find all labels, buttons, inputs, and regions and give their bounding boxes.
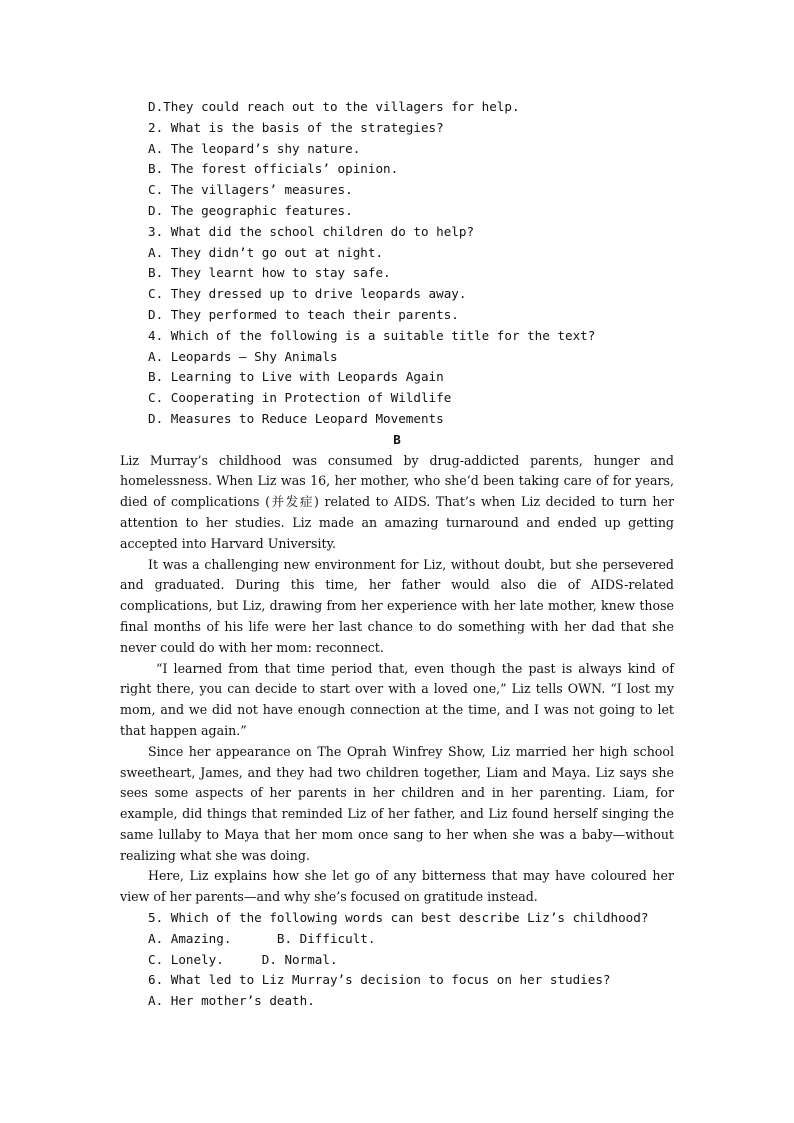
passage-paragraph-5: Here, Liz explains how she let go of any bitterness that may have coloured her view of her parents—and why she’s focused on gratitude instead. xyxy=(120,868,674,905)
q3-option-d: D. They performed to teach their parents. xyxy=(148,306,459,322)
q2-option-d: D. The geographic features. xyxy=(148,202,353,218)
q3-option-b: B. They learnt how to stay safe. xyxy=(148,265,391,281)
q4-option-d: D. Measures to Reduce Leopard Movements xyxy=(148,410,444,426)
q3-question: 3. What did the school children do to help? xyxy=(148,223,475,239)
q5-options-cd: C. Lonely. D. Normal. xyxy=(148,951,338,967)
q2-option-a: A. The leopard’s shy nature. xyxy=(148,140,361,156)
q2-option-c: C. The villagers’ measures. xyxy=(148,182,353,198)
q4-option-a: A. Leopards — Shy Animals xyxy=(148,348,338,364)
q4-question: 4. Which of the following is a suitable title for the text? xyxy=(148,327,596,343)
q5-options-ab: A. Amazing. B. Difficult. xyxy=(148,930,376,946)
passage-paragraph-4: Since her appearance on The Oprah Winfrey Show, Liz married her high school sweetheart, James, and they had two children together, Liam and Maya. Liz says she sees some aspects of her parents in her children and in her parenting. Liam, for example, did things that reminded Liz of her father, and Liz found herself singing the same lullaby to Maya that her mom once sang to her when she was a baby—without realizing what she was doing. xyxy=(120,743,674,863)
q1-option-d: D.They could reach out to the villagers for help. xyxy=(148,99,520,114)
passage-paragraph-1: Liz Murray’s childhood was consumed by drug-addicted parents, hunger and homelessness. When Liz was 16, her mother, who she’d been taking care of for years, died of complications (并发症) related to AIDS. That’s when Liz decided to turn her attention to her studies. Liz made an amazing turnaround and ended up getting accepted into Harvard University. xyxy=(120,452,674,551)
q3-option-c: C. They dressed up to drive leopards away. xyxy=(148,286,467,302)
passage-paragraph-3: “I learned from that time period that, even though the past is always kind of right there, you can decide to start over with a loved one,” Liz tells OWN. “I lost my mom, and we did not have enough connection at the time, and I was not going to let that happen again.” xyxy=(120,660,674,738)
q4-option-c: C. Cooperating in Protection of Wildlife xyxy=(148,390,452,406)
q6-question: 6. What led to Liz Murray’s decision to focus on her studies? xyxy=(148,972,611,988)
q6-option-a: A. Her mother’s death. xyxy=(148,993,315,1009)
section-b-heading: B xyxy=(393,431,401,447)
q4-option-b: B. Learning to Live with Leopards Again xyxy=(148,369,444,385)
q2-option-b: B. The forest officials’ opinion. xyxy=(148,161,399,177)
q5-question: 5. Which of the following words can best describe Liz’s childhood? xyxy=(148,910,649,926)
q3-option-a: A. They didn’t go out at night. xyxy=(148,244,384,260)
document-content xyxy=(120,97,674,1012)
q2-question: 2. What is the basis of the strategies? xyxy=(148,119,444,135)
passage-paragraph-2: It was a challenging new environment for Liz, without doubt, but she persevered and graduated. During this time, her father would also die of AIDS-related complications, but Liz, drawing from her experience with her late mother, knew those final months of his life were her last chance to do something with her dad that she never could do with her mom: reconnect. xyxy=(120,556,674,655)
